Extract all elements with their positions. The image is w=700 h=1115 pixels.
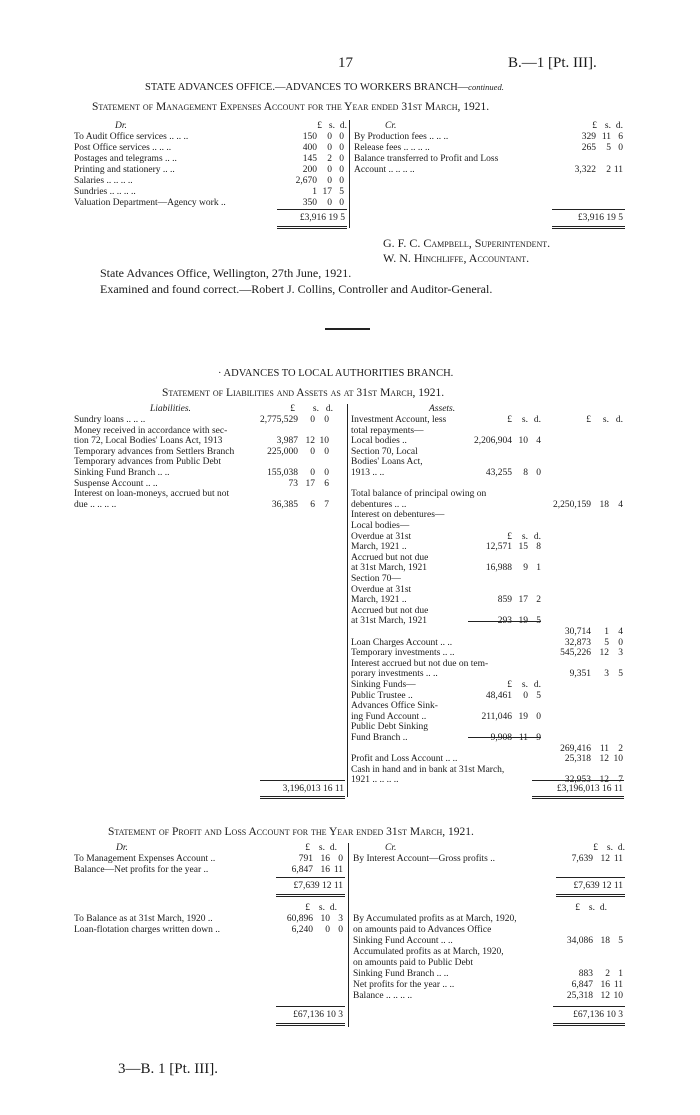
ledger-amount-shillings: 2: [327, 154, 332, 164]
ledger-amount-sub-pounds: 48,461: [485, 690, 512, 701]
ledger-amount-pounds: 329: [581, 132, 596, 142]
ledger-amount-sub-pounds: 859: [497, 595, 512, 606]
footer-reference: 3—B. 1 [Pt. III].: [118, 1061, 218, 1077]
cr-label-pl: Cr.: [385, 843, 397, 853]
ledger-row-label: Overdue at 31st: [351, 584, 412, 595]
ledger-amount-shillings: 0: [310, 446, 315, 457]
rule: [276, 877, 345, 878]
statement-title-profit-loss: Statement of Profit and Loss Account for the Year ended 31st March, 1921.: [108, 826, 474, 838]
management-cr-total: £3,916 19 5: [577, 213, 623, 223]
ledger-row-label: Balance transferred to Profit and Loss: [354, 154, 499, 164]
currency-header: d.: [615, 121, 623, 131]
ledger-row-label: Balance .. .. .. ..: [353, 991, 413, 1001]
ledger-row-label: To Management Expenses Account ..: [74, 854, 216, 864]
ledger-amount-sub-pounds: 16,988: [485, 563, 512, 574]
ledger-row-label: Advances Office Sink-: [351, 701, 438, 712]
liabilities-heading: Liabilities.: [150, 404, 191, 414]
ledger-amount-shillings: 12: [599, 754, 609, 765]
ledger-row-label: Section 70, Local: [351, 446, 418, 457]
ledger-row-label: at 31st March, 1921: [351, 563, 427, 574]
examined-statement: Examined and found correct.—Robert J. Collins, Controller and Auditor-General.: [100, 282, 493, 296]
ledger-amount-sub-pounds: 211,046: [481, 711, 512, 722]
ledger-amount-shillings: 16: [320, 854, 330, 864]
accumulated-cr-total: £67,136 10 3: [573, 1010, 623, 1020]
ledger-amount-pounds: 7,639: [571, 854, 593, 864]
ledger-amount-pounds: 32,873: [564, 637, 591, 648]
ledger-amount-sub-shillings: 0: [523, 690, 528, 701]
ledger-amount-shillings: 0: [327, 143, 332, 153]
ledger-amount-pence: 4: [618, 499, 623, 510]
ledger-row-label: debentures .. ..: [351, 499, 407, 510]
ledger-amount-pence: 0: [324, 468, 329, 478]
ledger-amount-pounds: 265: [581, 143, 596, 153]
ledger-amount-sub-pounds: £: [507, 415, 512, 425]
ledger-row-label: March, 1921 ..: [351, 542, 407, 553]
ledger-row-label: Public Debt Sinking: [351, 722, 429, 733]
ledger-row-label: Total balance of principal owing on: [351, 489, 487, 500]
ledger-row-label: Suspense Account .. ..: [74, 478, 158, 489]
assets-heading: Assets.: [429, 404, 456, 414]
ledger-amount-shillings: 0: [327, 176, 332, 186]
ledger-row-label: To Audit Office services .. .. ..: [74, 132, 189, 142]
ledger-amount-sub-pence: 2: [536, 595, 541, 606]
ledger-amount-pounds: 30,714: [564, 627, 591, 637]
ledger-amount-sub-pounds: 43,255: [485, 468, 512, 478]
currency-header: s.: [312, 404, 319, 414]
ledger-amount-pence: 0: [339, 132, 344, 142]
statement-title-liabilities-assets: Statement of Liabilities and Assets as at 31st March, 1921.: [162, 387, 445, 399]
ledger-amount-sub-shillings: s.: [521, 680, 528, 690]
pl-cr-total: £7,639 12 11: [573, 881, 623, 891]
ledger-amount-pence: 11: [613, 980, 623, 990]
ledger-amount-pence: 0: [618, 143, 623, 153]
section-title-local-authorities: · ADVANCES TO LOCAL AUTHORITIES BRANCH.: [218, 368, 454, 379]
ledger-amount-sub-pence: 5: [536, 690, 541, 701]
ledger-amount-shillings: 0: [310, 415, 315, 425]
ledger-amount-pounds: 545,226: [560, 648, 591, 659]
ledger-amount-shillings: 16: [600, 980, 610, 990]
ledger-amount-pence: d.: [615, 415, 623, 425]
column-divider: [348, 843, 349, 1027]
ledger-amount-shillings: 1: [604, 627, 609, 637]
ledger-amount-pounds: 155,038: [267, 468, 298, 478]
subtotal-rule: [468, 621, 541, 622]
currency-header: s.: [606, 843, 613, 853]
rule: [556, 877, 625, 878]
ledger-amount-shillings: 2: [606, 165, 611, 175]
ledger-row-label: Salaries .. .. .. ..: [74, 176, 133, 186]
ledger-amount-shillings: 5: [604, 637, 609, 648]
ledger-row-label: at 31st March, 1921: [351, 616, 427, 627]
cr-label: Cr.: [385, 121, 397, 131]
signature-superintendent: G. F. C. Campbell, Superintendent.: [383, 236, 551, 250]
ledger-amount-shillings: 0: [327, 165, 332, 175]
management-dr-total: £3,916 19 5: [299, 213, 345, 223]
currency-header: £: [575, 903, 580, 913]
ledger-amount-shillings: 16: [320, 865, 330, 875]
ledger-amount-shillings: 0: [325, 925, 330, 935]
column-divider: [349, 120, 350, 228]
ledger-amount-sub-pence: d.: [533, 415, 541, 425]
ledger-row-label: due .. .. .. ..: [74, 499, 117, 510]
currency-header: s.: [328, 121, 335, 131]
ledger-row-label: Release fees .. .. .. ..: [354, 143, 430, 153]
currency-header: d.: [339, 121, 347, 131]
ledger-row-label: Temporary advances from Settlers Branch: [74, 446, 235, 457]
ledger-row-label: ing Fund Account ..: [351, 711, 427, 722]
ledger-amount-pounds: 883: [578, 969, 593, 979]
ledger-amount-pounds: 2,250,159: [553, 499, 591, 510]
ledger-amount-shillings: 0: [310, 468, 315, 478]
ledger-amount-pence: 4: [618, 627, 623, 637]
double-rule: [532, 796, 624, 799]
ledger-row-label: Loan Charges Account .. ..: [351, 637, 453, 648]
ledger-row-label: Temporary investments .. ..: [351, 648, 455, 659]
ledger-row-label: Accrued but not due: [351, 552, 429, 563]
ledger-amount-pounds: 400: [302, 143, 317, 153]
ledger-amount-sub-pence: 8: [536, 542, 541, 553]
accumulated-dr-total: £67,136 10 3: [293, 1010, 343, 1020]
ledger-amount-sub-shillings: 19: [518, 711, 528, 722]
ledger-amount-shillings: 12: [600, 854, 610, 864]
ledger-amount-sub-pounds: 293: [497, 616, 512, 627]
ledger-amount-sub-shillings: 10: [518, 436, 528, 447]
ledger-amount-shillings: 10: [320, 914, 330, 924]
column-divider: [347, 404, 348, 797]
ledger-row-label: Balance—Net profits for the year ..: [74, 865, 209, 875]
section-title-workers: STATE ADVANCES OFFICE.—ADVANCES TO WORKERS BRANCH—continued.: [145, 82, 504, 93]
ledger-amount-pounds: 36,385: [271, 499, 298, 510]
ledger-row-label: Net profits for the year .. ..: [353, 980, 455, 990]
ledger-amount-pence: 3: [338, 914, 343, 924]
ledger-amount-sub-shillings: 19: [518, 616, 528, 627]
ledger-amount-sub-pounds: 2,206,904: [474, 436, 512, 447]
ledger-amount-sub-pence: 9: [536, 733, 541, 743]
currency-header: £: [317, 121, 322, 131]
ledger-amount-shillings: 5: [606, 143, 611, 153]
ledger-row-label: Bodies' Loans Act,: [351, 457, 423, 468]
ledger-row-label: total repayments—: [351, 425, 424, 436]
ledger-amount-sub-shillings: 15: [518, 542, 528, 553]
subtotal-rule: [468, 737, 541, 738]
ledger-amount-shillings: 0: [327, 198, 332, 208]
ledger-amount-shillings: 0: [327, 132, 332, 142]
ledger-amount-pence: 6: [324, 478, 329, 489]
ledger-row-label: Loan-flotation charges written down ..: [74, 925, 220, 935]
ledger-row-label: Fund Branch ..: [351, 733, 408, 743]
currency-header: s.: [318, 843, 325, 853]
double-rule: [277, 226, 347, 229]
ledger-amount-pence: 11: [613, 854, 623, 864]
ledger-amount-pounds: 3,322: [574, 165, 596, 175]
ledger-row-label: on amounts paid to Advances Office: [353, 925, 492, 935]
ledger-amount-pence: 0: [338, 854, 343, 864]
ledger-amount-pence: 10: [613, 754, 623, 765]
ledger-amount-shillings: 6: [310, 499, 315, 510]
ledger-row-label: Public Trustee ..: [351, 690, 413, 701]
ledger-row-label: 1913 .. ..: [351, 468, 385, 478]
rule: [260, 780, 345, 781]
ledger-amount-pence: 0: [339, 154, 344, 164]
ledger-amount-pounds: 25,318: [564, 754, 591, 765]
ledger-row-label: Money received in accordance with sec-: [74, 425, 228, 436]
currency-header: d.: [617, 843, 625, 853]
rule: [277, 209, 347, 210]
ledger-amount-pounds: 225,000: [267, 446, 298, 457]
ledger-amount-pence: 0: [339, 143, 344, 153]
ledger-amount-pence: 0: [339, 165, 344, 175]
ledger-amount-pounds: 791: [298, 854, 313, 864]
ledger-amount-pounds: £: [586, 415, 591, 425]
ledger-amount-shillings: 12: [600, 991, 610, 1001]
ledger-row-label: Overdue at 31st: [351, 531, 412, 542]
ledger-amount-pounds: 60,896: [286, 914, 313, 924]
currency-header: d.: [325, 404, 333, 414]
ledger-amount-pounds: 6,240: [291, 925, 313, 935]
ledger-amount-sub-pence: 1: [536, 563, 541, 574]
ledger-amount-sub-pence: d.: [533, 680, 541, 690]
ledger-amount-pence: 6: [618, 132, 623, 142]
ledger-amount-shillings: 18: [600, 936, 610, 946]
ledger-amount-pence: 10: [613, 991, 623, 1001]
ledger-row-label: March, 1921 ..: [351, 595, 407, 606]
currency-header: £: [290, 404, 295, 414]
ledger-amount-pounds: 32,953: [564, 775, 591, 786]
currency-header: £: [305, 903, 310, 913]
ledger-amount-shillings: 3: [604, 669, 609, 680]
ledger-row-label: Interest on loan-moneys, accrued but not: [74, 489, 230, 500]
section-separator: [325, 328, 370, 330]
ledger-amount-pence: 0: [339, 198, 344, 208]
rule: [532, 780, 624, 781]
ledger-amount-pence: 0: [338, 925, 343, 935]
ledger-amount-sub-shillings: s.: [521, 531, 528, 542]
ledger-amount-pounds: 9,351: [569, 669, 591, 680]
ledger-amount-pounds: 2,670: [295, 176, 317, 186]
ledger-row-label: Sinking Fund Branch .. ..: [74, 468, 170, 478]
ledger-amount-shillings: 2: [605, 969, 610, 979]
ledger-row-label: Cash in hand and in bank at 31st March,: [351, 764, 505, 775]
ledger-amount-pence: 7: [324, 499, 329, 510]
ledger-amount-shillings: 12: [599, 775, 609, 786]
ledger-row-label: By Production fees .. .. ..: [354, 132, 449, 142]
ledger-row-label: tion 72, Local Bodies' Loans Act, 1913: [74, 436, 223, 447]
ledger-amount-pounds: 200: [302, 165, 317, 175]
ledger-amount-pence: 11: [613, 165, 623, 175]
ledger-amount-pounds: 34,086: [566, 936, 593, 946]
statement-title-management: Statement of Management Expenses Account for the Year ended 31st March, 1921.: [92, 101, 490, 113]
currency-header: s.: [318, 903, 325, 913]
ledger-amount-sub-pence: 0: [536, 711, 541, 722]
double-rule: [260, 796, 345, 799]
ledger-amount-sub-shillings: s.: [521, 415, 528, 425]
ledger-amount-shillings: s.: [602, 415, 609, 425]
ledger-amount-pence: 0: [618, 637, 623, 648]
ledger-amount-pence: 10: [319, 436, 329, 447]
ledger-row-label: Temporary advances from Public Debt: [74, 457, 222, 468]
rule: [276, 1006, 345, 1007]
assets-total: £3,196,013 16 11: [556, 784, 623, 794]
ledger-row-label: Investment Account, less: [351, 415, 447, 425]
ledger-amount-sub-shillings: 17: [518, 595, 528, 606]
ledger-row-label: Accumulated profits as at March, 1920,: [353, 947, 504, 957]
ledger-row-label: To Balance as at 31st March, 1920 ..: [74, 914, 213, 924]
currency-header: s.: [604, 121, 611, 131]
double-rule: [553, 1023, 625, 1026]
ledger-row-label: Printing and stationery .. ..: [74, 165, 175, 175]
ledger-amount-pence: 11: [333, 865, 343, 875]
ledger-amount-pounds: 73: [288, 478, 298, 489]
liabilities-total: 3,196,013 16 11: [282, 784, 344, 794]
currency-header: £: [305, 843, 310, 853]
ledger-row-label: Profit and Loss Account .. ..: [351, 754, 458, 765]
ledger-amount-shillings: 17: [305, 478, 315, 489]
currency-header: £: [592, 121, 597, 131]
double-rule: [276, 1023, 345, 1026]
ledger-amount-shillings: 11: [601, 132, 611, 142]
ledger-row-label: Sundry loans .. .. ..: [74, 415, 146, 425]
dr-label-pl: Dr.: [116, 843, 128, 853]
ledger-amount-pence: 0: [324, 446, 329, 457]
page-number: 17: [338, 55, 353, 71]
ledger-amount-shillings: 18: [599, 499, 609, 510]
ledger-amount-sub-shillings: 8: [523, 468, 528, 478]
ledger-row-label: Account .. .. .. ..: [354, 165, 415, 175]
ledger-amount-pence: 5: [618, 936, 623, 946]
ledger-row-label: porary investments .. ..: [351, 669, 438, 680]
place-date: State Advances Office, Wellington, 27th June, 1921.: [100, 266, 352, 280]
ledger-amount-pounds: 25,318: [566, 991, 593, 1001]
ledger-amount-sub-shillings: 9: [523, 563, 528, 574]
ledger-row-label: Sinking Fund Account .. ..: [353, 936, 453, 946]
ledger-row-label: Section 70—: [351, 574, 401, 584]
ledger-amount-pounds: 150: [302, 132, 317, 142]
ledger-amount-pounds: 6,847: [291, 865, 313, 875]
ledger-row-label: Valuation Department—Agency work ..: [74, 198, 226, 208]
document-reference: B.—1 [Pt. III].: [508, 55, 597, 71]
currency-header: £: [593, 843, 598, 853]
currency-header: s.: [588, 903, 595, 913]
ledger-row-label: By Accumulated profits as at March, 1920,: [353, 914, 517, 924]
ledger-amount-shillings: 12: [599, 648, 609, 659]
ledger-amount-shillings: 11: [599, 743, 609, 754]
ledger-amount-pounds: 2,775,529: [260, 415, 298, 425]
ledger-row-label: 1921 .. .. .. ..: [351, 775, 399, 786]
ledger-amount-pounds: 350: [302, 198, 317, 208]
ledger-amount-pence: 5: [339, 187, 344, 197]
ledger-row-label: Local bodies—: [351, 521, 410, 531]
ledger-amount-pounds: 269,416: [560, 743, 591, 754]
ledger-row-label: Sundries .. .. .. ..: [74, 187, 136, 197]
ledger-amount-sub-shillings: 11: [518, 733, 528, 743]
ledger-amount-shillings: 12: [305, 436, 315, 447]
ledger-amount-pounds: 3,987: [276, 436, 298, 447]
currency-header: d.: [599, 903, 607, 913]
signature-accountant: W. N. Hinchliffe, Accountant.: [383, 251, 530, 265]
double-rule: [552, 226, 625, 229]
double-rule: [276, 894, 345, 897]
ledger-amount-sub-pence: 5: [536, 616, 541, 627]
ledger-row-label: on amounts paid to Public Debt: [353, 958, 474, 968]
ledger-row-label: Post Office services .. .. ..: [74, 143, 172, 153]
ledger-amount-sub-pence: 4: [536, 436, 541, 447]
ledger-amount-pence: 1: [618, 969, 623, 979]
ledger-amount-pounds: 145: [302, 154, 317, 164]
ledger-amount-pounds: 1: [312, 187, 317, 197]
currency-header: d.: [329, 843, 337, 853]
ledger-row-label: Sinking Funds—: [351, 680, 416, 690]
ledger-row-label: Interest accrued but not due on tem-: [351, 658, 489, 669]
ledger-amount-pence: 7: [618, 775, 623, 786]
ledger-amount-sub-pounds: £: [507, 531, 512, 542]
rule: [553, 1006, 625, 1007]
pl-dr-total: £7,639 12 11: [293, 881, 343, 891]
ledger-amount-shillings: 17: [322, 187, 332, 197]
ledger-amount-pence: 2: [618, 743, 623, 754]
ledger-amount-pounds: 6,847: [571, 980, 593, 990]
ledger-amount-sub-pence: 0: [536, 468, 541, 478]
currency-header: d.: [329, 903, 337, 913]
ledger-amount-pence: 0: [339, 176, 344, 186]
rule: [552, 209, 625, 210]
ledger-amount-pence: 3: [618, 648, 623, 659]
ledger-amount-sub-pounds: 9,908: [490, 733, 512, 743]
ledger-amount-sub-pence: d.: [533, 531, 541, 542]
ledger-row-label: Interest on debentures—: [351, 510, 445, 521]
double-rule: [556, 894, 625, 897]
ledger-amount-pence: 0: [324, 415, 329, 425]
ledger-amount-pence: 5: [618, 669, 623, 680]
ledger-amount-sub-pounds: 12,571: [485, 542, 512, 553]
ledger-row-label: Postages and telegrams .. ..: [74, 154, 177, 164]
ledger-row-label: By Interest Account—Gross profits ..: [353, 854, 495, 864]
ledger-row-label: Sinking Fund Branch .. ..: [353, 969, 449, 979]
ledger-amount-sub-pounds: £: [507, 680, 512, 690]
ledger-row-label: Local bodies ..: [351, 436, 407, 447]
dr-label: Dr.: [115, 121, 127, 131]
ledger-row-label: Accrued but not due: [351, 605, 429, 616]
